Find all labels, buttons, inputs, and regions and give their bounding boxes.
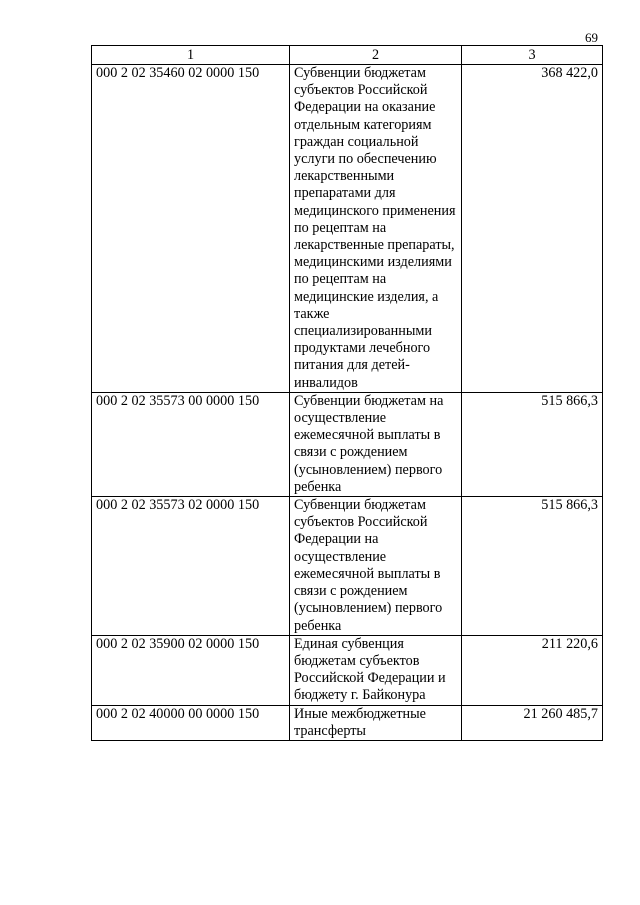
column-header-3: 3 — [462, 46, 603, 65]
page-number: 69 — [585, 30, 598, 45]
revenue-name-cell: Единая субвенция бюджетам субъектов Российской Федерации и бюджету г. Байконура — [290, 635, 462, 705]
revenue-name-cell: Субвенции бюджетам на осуществление ежемесячной выплаты в связи с рождением (усыновлением) первого ребенка — [290, 392, 462, 496]
table-row — [92, 65, 603, 393]
revenue-name-cell: Иные межбюджетные трансферты — [290, 705, 462, 740]
amount-cell: 515 866,3 — [462, 497, 603, 636]
amount-cell: 368 422,0 — [462, 65, 603, 393]
revenue-name-cell: Субвенции бюджетам субъектов Российской Федерации на осуществление ежемесячной выплаты в связи с рождением (усыновлением) первого ребенка — [290, 497, 462, 636]
table-header-row — [92, 46, 603, 65]
table-row — [92, 705, 603, 740]
budget-code-cell: 000 2 02 35900 02 0000 150 — [92, 635, 290, 705]
budget-code-cell: 000 2 02 35573 02 0000 150 — [92, 497, 290, 636]
table-row — [92, 635, 603, 705]
budget-code-cell: 000 2 02 35573 00 0000 150 — [92, 392, 290, 496]
table-row — [92, 497, 603, 636]
table-row — [92, 392, 603, 496]
budget-code-cell: 000 2 02 35460 02 0000 150 — [92, 65, 290, 393]
column-header-2: 2 — [290, 46, 462, 65]
column-header-1: 1 — [92, 46, 290, 65]
budget-code-cell: 000 2 02 40000 00 0000 150 — [92, 705, 290, 740]
budget-revenue-table — [91, 45, 603, 741]
amount-cell: 515 866,3 — [462, 392, 603, 496]
amount-cell: 211 220,6 — [462, 635, 603, 705]
revenue-name-cell: Субвенции бюджетам субъектов Российской Федерации на оказание отдельным категориям граждан социальной услуги по обеспечению лекарственными препаратами для медицинского применения по рецептам на лекарственные препараты, медицинскими изделиями по рецептам на медицинские изделия, а также специализированными продуктами лечебного питания для детей-инвалидов — [290, 65, 462, 393]
amount-cell: 21 260 485,7 — [462, 705, 603, 740]
